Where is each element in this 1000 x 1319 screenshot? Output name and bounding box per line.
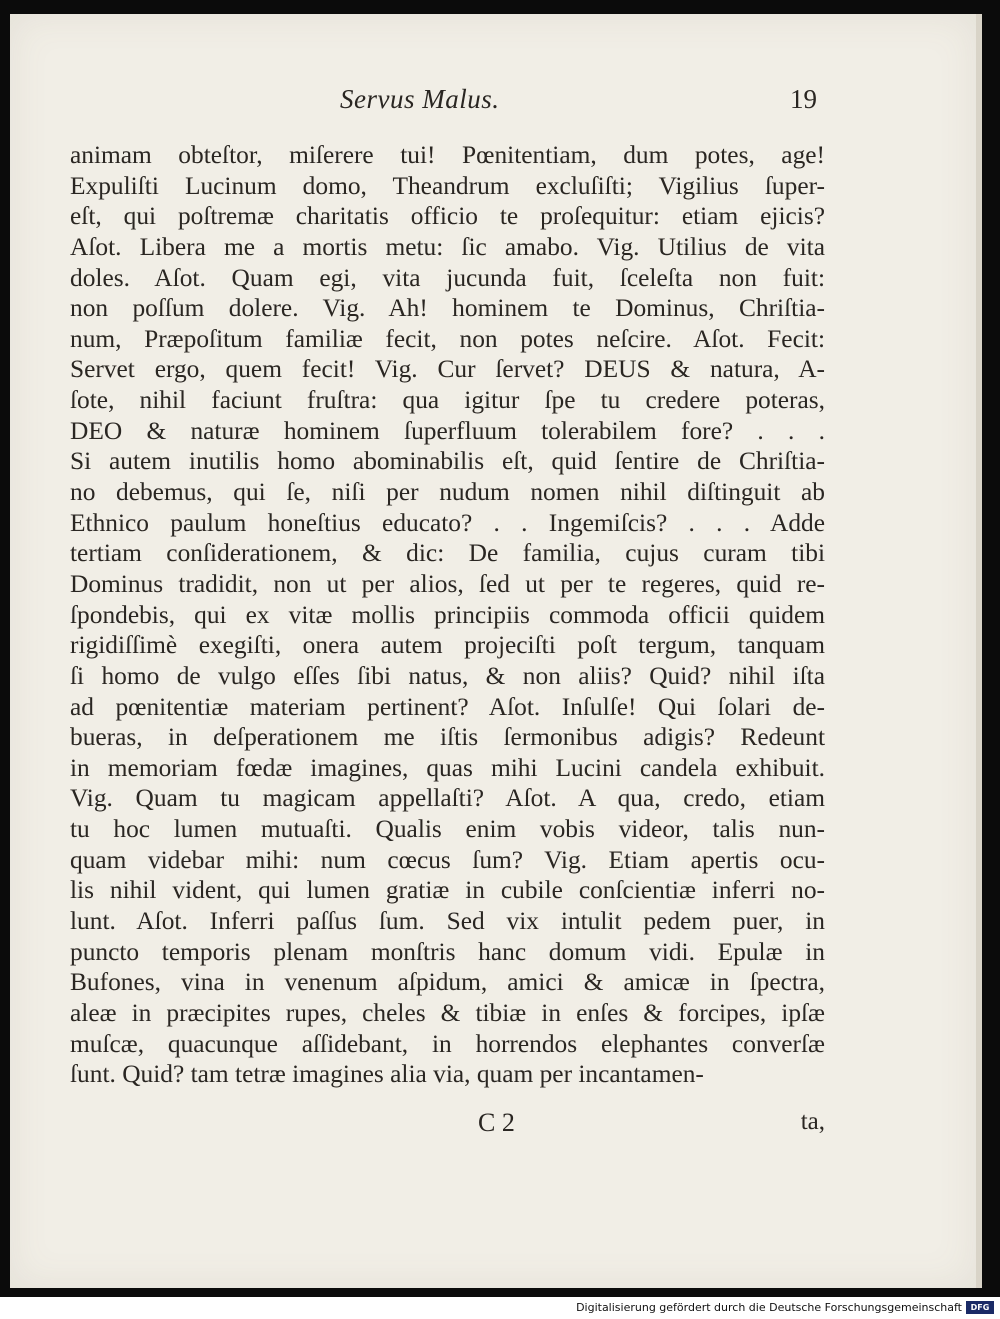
body-text: [70, 140, 825, 1090]
text-line: Ethnico paulum honeſtius educato? . . Ingemiſcis? . . . Adde: [70, 508, 825, 537]
text-line: non poſſum dolere. Vig. Ah! hominem te Dominus, Chriſtia-: [70, 294, 825, 323]
text-line: quam videbar mihi: num cœcus ſum? Vig. Etiam apertis ocu-: [70, 845, 825, 874]
text-line: aleæ in præcipites rupes, cheles & tibiæ in enſes & forcipes, ipſæ: [70, 998, 825, 1027]
text-line: ſote, nihil faciunt fruſtra: qua igitur ſpe tu credere poteras,: [70, 386, 825, 415]
text-line: tertiam conſiderationem, & dic: De familia, cujus curam tibi: [70, 539, 825, 568]
text-line: num, Præpoſitum familiæ fecit, non potes neſcire. Aſot. Fecit:: [70, 324, 825, 353]
text-line: rigidiſſimè exegiſti, onera autem projeciſti poſt tergum, tanquam: [70, 631, 825, 660]
page-footer: [70, 1108, 825, 1142]
dfg-logo: DFG: [966, 1301, 994, 1314]
text-line: Dominus tradidit, non ut per alios, ſed ut per te regeres, quid re-: [70, 569, 825, 598]
page-edge: [976, 14, 982, 1288]
text-line: lis nihil vident, qui lumen gratiæ in cubile conſcientiæ inferri no-: [70, 876, 825, 905]
text-line: ſpondebis, qui ex vitæ mollis principiis commoda officii quidem: [70, 600, 825, 629]
text-line: Vig. Quam tu magicam appellaſti? Aſot. A qua, credo, etiam: [70, 784, 825, 813]
credit-bar: [0, 1297, 1000, 1319]
text-line: muſcæ, quacunque aſſidebant, in horrendos elephantes converſæ: [70, 1029, 825, 1058]
text-line: eſt, qui poſtremæ charitatis officio te proſequitur: etiam ejicis?: [70, 202, 825, 231]
text-line: animam obteſtor, miſerere tui! Pœnitentiam, dum potes, age!: [70, 141, 825, 169]
catchword: ta,: [800, 1108, 825, 1135]
text-line: Bufones, vina in venenum aſpidum, amici & amicæ in ſpectra,: [70, 968, 825, 997]
text-line: Si autem inutilis homo abominabilis eſt, quid ſentire de Chriſtia-: [70, 447, 825, 476]
text-line: Expuliſti Lucinum domo, Theandrum excluſiſti; Vigilius ſuper-: [70, 171, 825, 200]
text-line: DEO & naturæ hominem ſuperfluum tolerabilem fore? . . .: [70, 416, 825, 445]
text-line: tu hoc lumen mutuaſti. Qualis enim vobis videor, talis nun-: [70, 815, 825, 844]
text-line: no debemus, qui ſe, niſi per nudum nomen nihil diſtinguit ab: [70, 478, 825, 507]
text-line: lunt. Aſot. Inferri paſſus ſum. Sed vix intulit pedem puer, in: [70, 907, 825, 936]
signature-mark: C 2: [478, 1108, 515, 1137]
text-line: bueras, in deſperationem me iſtis ſermonibus adigis? Redeunt: [70, 723, 825, 752]
page-header: [340, 80, 840, 120]
text-line: Servet ergo, quem fecit! Vig. Cur ſervet? DEUS & natura, A-: [70, 355, 825, 384]
text-line: in memoriam fœdæ imagines, quas mihi Lucini candela exhibuit.: [70, 753, 825, 782]
credit-text: Digitalisierung gefördert durch die Deutsche Forschungsgemeinschaft: [576, 1301, 962, 1314]
text-line: ſunt. Quid? tam tetræ imagines alia via, quam per incantamen-: [70, 1060, 704, 1089]
text-line: ſi homo de vulgo eſſes ſibi natus, & non aliis? Quid? nihil iſta: [70, 661, 825, 690]
text-line: doles. Aſot. Quam egi, vita jucunda fuit, ſceleſta non fuit:: [70, 263, 825, 292]
running-title: Servus Malus.: [340, 84, 500, 114]
page-number: 19: [790, 84, 817, 114]
text-line: Aſot. Libera me a mortis metu: ſic amabo. Vig. Utilius de vita: [70, 232, 825, 261]
text-line: puncto temporis plenam monſtris hanc domum vidi. Epulæ in: [70, 937, 825, 966]
text-line: ad pœnitentiæ materiam pertinent? Aſot. Inſulſe! Qui ſolari de-: [70, 692, 825, 721]
